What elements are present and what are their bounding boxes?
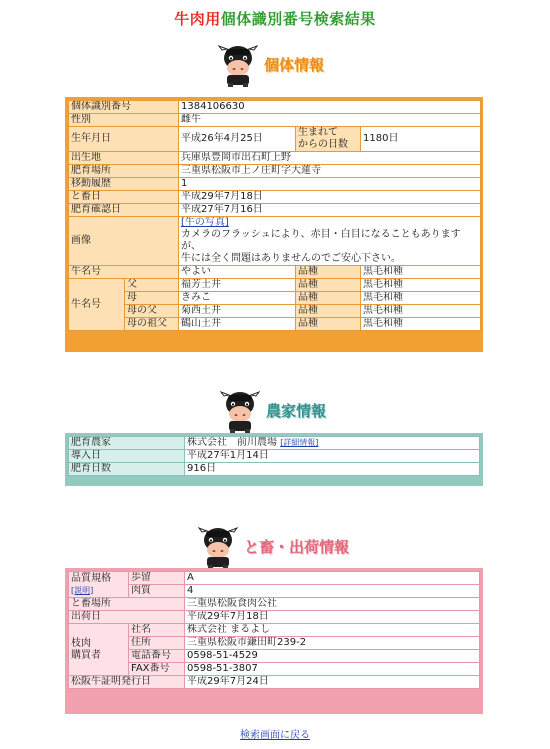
image-cell: [179, 217, 481, 266]
breed-value: 黒毛和種: [361, 305, 481, 318]
table-row: [69, 585, 480, 598]
shipping-heading-text: と畜・出荷情報: [244, 538, 350, 556]
cow-name-value: やよい: [179, 266, 296, 279]
table-row: [69, 624, 480, 637]
table-row: [69, 650, 480, 663]
ship-date-value: 平成29年7月18日: [185, 611, 480, 624]
slaughter-label: と畜日: [69, 191, 179, 204]
table-row: [69, 127, 481, 152]
intro-label: 導入日: [69, 450, 185, 463]
pedigree-name: 菊西土井: [179, 305, 296, 318]
table-row: [69, 305, 481, 318]
farm-value: 三重県松阪市上ノ庄町字大蓮寺: [179, 165, 481, 178]
farm-info-box: [65, 433, 483, 486]
page-title: 牛肉用個体識別番号検索結果: [174, 10, 376, 28]
breed-label: 品種: [296, 266, 361, 279]
birth-value: 平成26年4月25日: [179, 127, 296, 152]
yield-value: A: [185, 572, 480, 585]
pedigree-name: 鶴山土井: [179, 318, 296, 331]
individual-heading-text: 個体情報: [264, 56, 325, 74]
table-row: [69, 178, 481, 191]
table-row: [69, 450, 480, 463]
table-row: [69, 101, 481, 114]
table-row: [69, 152, 481, 165]
cow-photo-link[interactable]: [牛の写真]: [181, 217, 229, 228]
table-row: [69, 204, 481, 217]
intro-value: 平成27年1月14日: [185, 450, 480, 463]
pedigree-label: 牛名号: [69, 279, 125, 331]
id-label: 個体識別番号: [69, 101, 179, 114]
breed-label: 品種: [296, 305, 361, 318]
meat-value: 4: [185, 585, 480, 598]
id-value: 1384106630: [179, 101, 481, 114]
company-value: 株式会社 まるよし: [185, 624, 480, 637]
phone-value: 0598-51-4529: [185, 650, 480, 663]
buyer-label: 枝肉 購買者: [69, 624, 129, 676]
cert-value: 平成29年7月24日: [185, 676, 480, 689]
farmer-value: 株式会社 前川農場 [詳細情報]: [185, 437, 480, 450]
fatten-confirm-value: 平成27年7月16日: [179, 204, 481, 217]
pedigree-rel: 母: [125, 292, 179, 305]
moves-label: 移動履歴: [69, 178, 179, 191]
shipping-info-box: [65, 568, 483, 714]
birth-label: 生年月日: [69, 127, 179, 152]
individual-info-box: [65, 97, 483, 352]
birthplace-value: 兵庫県豊岡市出石町上野: [179, 152, 481, 165]
yield-label: 歩留: [129, 572, 185, 585]
pedigree-name: 福芳土井: [179, 279, 296, 292]
farm-label: 肥育場所: [69, 165, 179, 178]
fatten-confirm-label: 肥育確認日: [69, 204, 179, 217]
table-row: [69, 279, 481, 292]
cow-name-label: 牛名号: [69, 266, 179, 279]
breed-label: 品種: [296, 318, 361, 331]
farm-detail-link[interactable]: [詳細情報]: [280, 438, 319, 447]
breed-value: 黒毛和種: [361, 266, 481, 279]
farm-heading-text: 農家情報: [266, 402, 327, 420]
fax-label: FAX番号: [129, 663, 185, 676]
birthplace-label: 出生地: [69, 152, 179, 165]
fatten-days-label: 肥育日数: [69, 463, 185, 476]
farm-heading: [220, 386, 370, 434]
slaughterhouse-label: と畜場所: [69, 598, 185, 611]
breed-label: 品種: [296, 279, 361, 292]
moves-value: 1: [179, 178, 481, 191]
days-label: 生まれて からの日数: [296, 127, 361, 152]
days-value: 1180日: [361, 127, 481, 152]
table-row: [69, 598, 480, 611]
shipping-heading: [198, 522, 388, 570]
image-label: 画像: [69, 217, 179, 266]
table-row: [69, 676, 480, 689]
company-label: 社名: [129, 624, 185, 637]
pedigree-rel: 母の祖父: [125, 318, 179, 331]
phone-label: 電話番号: [129, 650, 185, 663]
breed-label: 品種: [296, 292, 361, 305]
individual-info-table: [68, 100, 481, 331]
pedigree-name: きみこ: [179, 292, 296, 305]
table-row: [69, 663, 480, 676]
breed-value: 黒毛和種: [361, 279, 481, 292]
sex-label: 性別: [69, 114, 179, 127]
ship-date-label: 出荷日: [69, 611, 185, 624]
photo-note-1: カメラのフラッシュにより、赤目・白目になることもありますが、: [181, 229, 461, 252]
cow-icon: [218, 40, 258, 88]
address-label: 住所: [129, 637, 185, 650]
cow-icon: [198, 522, 238, 570]
table-row: [69, 165, 481, 178]
sex-value: 雌牛: [179, 114, 481, 127]
grade-label: 品質規格 [説明]: [69, 572, 129, 598]
breed-value: 黒毛和種: [361, 292, 481, 305]
farm-info-table: [68, 436, 480, 476]
individual-heading: [218, 40, 368, 88]
photo-note-2: 牛には全く問題はありませんのでご安心下さい。: [181, 253, 401, 264]
table-row: [69, 217, 481, 266]
pedigree-rel: 父: [125, 279, 179, 292]
cert-label: 松阪牛証明発行日: [69, 676, 185, 689]
slaughter-value: 平成29年7月18日: [179, 191, 481, 204]
table-row: [69, 637, 480, 650]
table-row: [69, 191, 481, 204]
table-row: [69, 572, 480, 585]
fax-value: 0598-51-3807: [185, 663, 480, 676]
fatten-days-value: 916日: [185, 463, 480, 476]
table-row: [69, 292, 481, 305]
table-row: [69, 463, 480, 476]
table-row: [69, 114, 481, 127]
table-row: [69, 611, 480, 624]
pedigree-rel: 母の父: [125, 305, 179, 318]
back-to-search-link[interactable]: 検索画面に戻る: [240, 730, 310, 741]
table-row: [69, 266, 481, 279]
grade-explain-link[interactable]: [説明]: [71, 585, 94, 595]
farmer-label: 肥育農家: [69, 437, 185, 450]
table-row: [69, 318, 481, 331]
address-value: 三重県松阪市鎌田町239-2: [185, 637, 480, 650]
meat-label: 肉質: [129, 585, 185, 598]
shipping-info-table: [68, 571, 480, 689]
table-row: [69, 437, 480, 450]
slaughterhouse-value: 三重県松阪食肉公社: [185, 598, 480, 611]
breed-value: 黒毛和種: [361, 318, 481, 331]
cow-icon: [220, 386, 260, 434]
